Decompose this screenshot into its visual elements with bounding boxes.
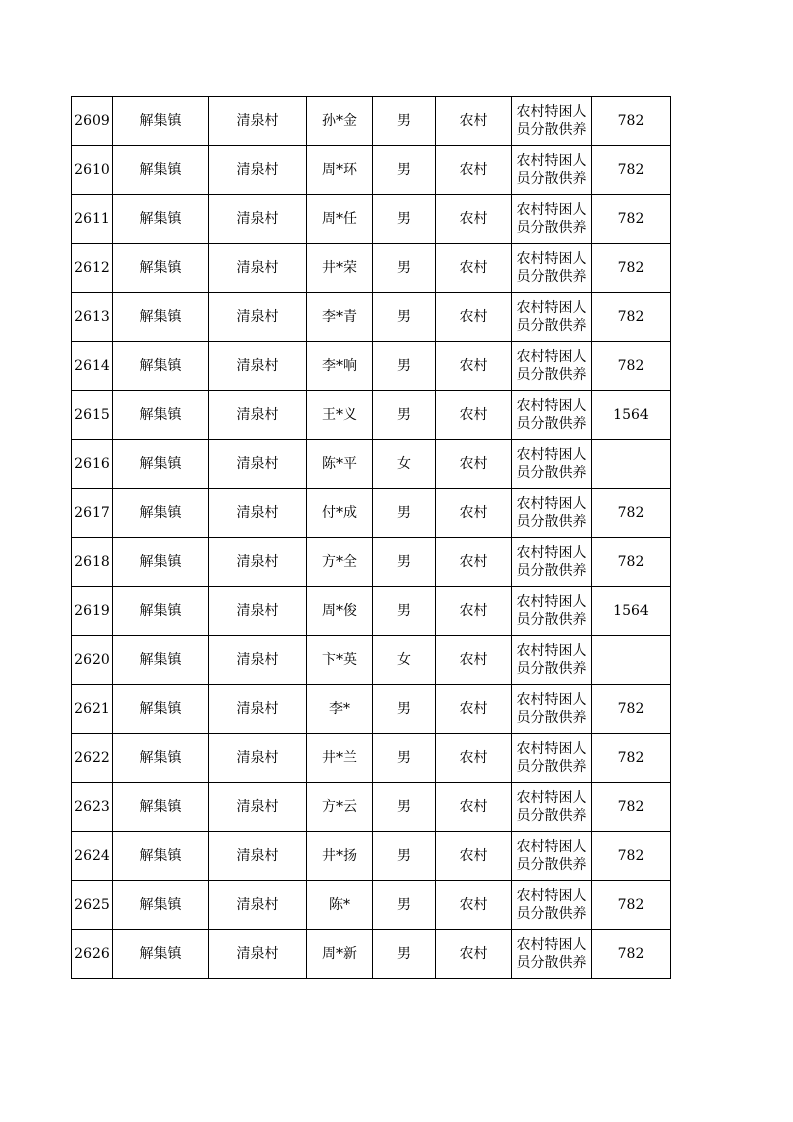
amount-cell <box>592 440 671 489</box>
village-cell: 清泉村 <box>209 881 307 930</box>
row-number-cell: 2614 <box>72 342 113 391</box>
town-cell: 解集镇 <box>113 391 209 440</box>
category-cell: 农村特困人员分散供养 <box>512 881 592 930</box>
category-cell: 农村特困人员分散供养 <box>512 685 592 734</box>
table-row <box>72 636 671 685</box>
row-number-cell: 2617 <box>72 489 113 538</box>
town-cell: 解集镇 <box>113 244 209 293</box>
amount-cell: 782 <box>592 97 671 146</box>
table-row <box>72 489 671 538</box>
area-cell: 农村 <box>436 636 512 685</box>
town-cell: 解集镇 <box>113 881 209 930</box>
amount-cell: 782 <box>592 146 671 195</box>
sex-cell: 男 <box>373 195 436 244</box>
category-cell: 农村特困人员分散供养 <box>512 440 592 489</box>
amount-cell: 782 <box>592 293 671 342</box>
row-number-cell: 2625 <box>72 881 113 930</box>
sex-cell: 男 <box>373 538 436 587</box>
name-cell: 付*成 <box>307 489 373 538</box>
sex-cell: 男 <box>373 342 436 391</box>
town-cell: 解集镇 <box>113 832 209 881</box>
row-number-cell: 2624 <box>72 832 113 881</box>
table-row <box>72 440 671 489</box>
village-cell: 清泉村 <box>209 832 307 881</box>
amount-cell: 782 <box>592 734 671 783</box>
row-number-cell: 2611 <box>72 195 113 244</box>
category-cell: 农村特困人员分散供养 <box>512 293 592 342</box>
category-cell: 农村特困人员分散供养 <box>512 930 592 979</box>
village-cell: 清泉村 <box>209 440 307 489</box>
area-cell: 农村 <box>436 293 512 342</box>
sex-cell: 男 <box>373 734 436 783</box>
name-cell: 井*荣 <box>307 244 373 293</box>
village-cell: 清泉村 <box>209 391 307 440</box>
sex-cell: 男 <box>373 244 436 293</box>
table-row <box>72 538 671 587</box>
sex-cell: 男 <box>373 930 436 979</box>
name-cell: 陈*平 <box>307 440 373 489</box>
village-cell: 清泉村 <box>209 342 307 391</box>
village-cell: 清泉村 <box>209 538 307 587</box>
amount-cell: 782 <box>592 832 671 881</box>
row-number-cell: 2612 <box>72 244 113 293</box>
row-number-cell: 2620 <box>72 636 113 685</box>
town-cell: 解集镇 <box>113 538 209 587</box>
area-cell: 农村 <box>436 734 512 783</box>
row-number-cell: 2622 <box>72 734 113 783</box>
category-cell: 农村特困人员分散供养 <box>512 587 592 636</box>
table-row <box>72 587 671 636</box>
table-row <box>72 832 671 881</box>
table-row <box>72 881 671 930</box>
row-number-cell: 2621 <box>72 685 113 734</box>
category-cell: 农村特困人员分散供养 <box>512 832 592 881</box>
name-cell: 孙*金 <box>307 97 373 146</box>
table-body <box>72 97 671 979</box>
village-cell: 清泉村 <box>209 293 307 342</box>
town-cell: 解集镇 <box>113 734 209 783</box>
name-cell: 卞*英 <box>307 636 373 685</box>
village-cell: 清泉村 <box>209 195 307 244</box>
area-cell: 农村 <box>436 685 512 734</box>
amount-cell <box>592 636 671 685</box>
name-cell: 井*兰 <box>307 734 373 783</box>
name-cell: 周*环 <box>307 146 373 195</box>
area-cell: 农村 <box>436 195 512 244</box>
area-cell: 农村 <box>436 783 512 832</box>
row-number-cell: 2615 <box>72 391 113 440</box>
village-cell: 清泉村 <box>209 587 307 636</box>
village-cell: 清泉村 <box>209 783 307 832</box>
village-cell: 清泉村 <box>209 685 307 734</box>
town-cell: 解集镇 <box>113 293 209 342</box>
table-row <box>72 391 671 440</box>
category-cell: 农村特困人员分散供养 <box>512 244 592 293</box>
table-row <box>72 146 671 195</box>
amount-cell: 782 <box>592 342 671 391</box>
amount-cell: 782 <box>592 489 671 538</box>
category-cell: 农村特困人员分散供养 <box>512 391 592 440</box>
table-row <box>72 734 671 783</box>
name-cell: 李*青 <box>307 293 373 342</box>
village-cell: 清泉村 <box>209 97 307 146</box>
category-cell: 农村特困人员分散供养 <box>512 342 592 391</box>
sex-cell: 男 <box>373 489 436 538</box>
area-cell: 农村 <box>436 930 512 979</box>
beneficiary-table <box>71 96 671 979</box>
village-cell: 清泉村 <box>209 636 307 685</box>
town-cell: 解集镇 <box>113 97 209 146</box>
table-row <box>72 195 671 244</box>
area-cell: 农村 <box>436 244 512 293</box>
name-cell: 李* <box>307 685 373 734</box>
name-cell: 周*任 <box>307 195 373 244</box>
sex-cell: 男 <box>373 881 436 930</box>
row-number-cell: 2623 <box>72 783 113 832</box>
town-cell: 解集镇 <box>113 489 209 538</box>
village-cell: 清泉村 <box>209 930 307 979</box>
town-cell: 解集镇 <box>113 783 209 832</box>
category-cell: 农村特困人员分散供养 <box>512 489 592 538</box>
sex-cell: 女 <box>373 440 436 489</box>
area-cell: 农村 <box>436 440 512 489</box>
area-cell: 农村 <box>436 342 512 391</box>
area-cell: 农村 <box>436 587 512 636</box>
area-cell: 农村 <box>436 832 512 881</box>
village-cell: 清泉村 <box>209 734 307 783</box>
amount-cell: 782 <box>592 783 671 832</box>
town-cell: 解集镇 <box>113 685 209 734</box>
sex-cell: 男 <box>373 783 436 832</box>
sex-cell: 男 <box>373 832 436 881</box>
village-cell: 清泉村 <box>209 489 307 538</box>
amount-cell: 782 <box>592 930 671 979</box>
row-number-cell: 2626 <box>72 930 113 979</box>
category-cell: 农村特困人员分散供养 <box>512 783 592 832</box>
sex-cell: 男 <box>373 391 436 440</box>
table-row <box>72 97 671 146</box>
amount-cell: 782 <box>592 685 671 734</box>
name-cell: 周*俊 <box>307 587 373 636</box>
row-number-cell: 2613 <box>72 293 113 342</box>
table-row <box>72 685 671 734</box>
sex-cell: 男 <box>373 293 436 342</box>
row-number-cell: 2609 <box>72 97 113 146</box>
category-cell: 农村特困人员分散供养 <box>512 734 592 783</box>
village-cell: 清泉村 <box>209 146 307 195</box>
category-cell: 农村特困人员分散供养 <box>512 97 592 146</box>
table-row <box>72 783 671 832</box>
town-cell: 解集镇 <box>113 195 209 244</box>
village-cell: 清泉村 <box>209 244 307 293</box>
table-row <box>72 342 671 391</box>
row-number-cell: 2618 <box>72 538 113 587</box>
category-cell: 农村特困人员分散供养 <box>512 636 592 685</box>
category-cell: 农村特困人员分散供养 <box>512 146 592 195</box>
sex-cell: 男 <box>373 146 436 195</box>
town-cell: 解集镇 <box>113 587 209 636</box>
amount-cell: 782 <box>592 195 671 244</box>
name-cell: 方*全 <box>307 538 373 587</box>
row-number-cell: 2616 <box>72 440 113 489</box>
sex-cell: 男 <box>373 587 436 636</box>
town-cell: 解集镇 <box>113 930 209 979</box>
area-cell: 农村 <box>436 146 512 195</box>
sex-cell: 男 <box>373 685 436 734</box>
amount-cell: 782 <box>592 244 671 293</box>
amount-cell: 782 <box>592 538 671 587</box>
name-cell: 周*新 <box>307 930 373 979</box>
area-cell: 农村 <box>436 391 512 440</box>
sex-cell: 女 <box>373 636 436 685</box>
sex-cell: 男 <box>373 97 436 146</box>
area-cell: 农村 <box>436 97 512 146</box>
name-cell: 李*响 <box>307 342 373 391</box>
town-cell: 解集镇 <box>113 636 209 685</box>
name-cell: 方*云 <box>307 783 373 832</box>
category-cell: 农村特困人员分散供养 <box>512 195 592 244</box>
category-cell: 农村特困人员分散供养 <box>512 538 592 587</box>
name-cell: 陈* <box>307 881 373 930</box>
amount-cell: 1564 <box>592 391 671 440</box>
name-cell: 井*扬 <box>307 832 373 881</box>
amount-cell: 782 <box>592 881 671 930</box>
amount-cell: 1564 <box>592 587 671 636</box>
table-row <box>72 244 671 293</box>
table-row <box>72 930 671 979</box>
row-number-cell: 2610 <box>72 146 113 195</box>
town-cell: 解集镇 <box>113 342 209 391</box>
area-cell: 农村 <box>436 538 512 587</box>
area-cell: 农村 <box>436 489 512 538</box>
table-row <box>72 293 671 342</box>
town-cell: 解集镇 <box>113 146 209 195</box>
area-cell: 农村 <box>436 881 512 930</box>
town-cell: 解集镇 <box>113 440 209 489</box>
name-cell: 王*义 <box>307 391 373 440</box>
row-number-cell: 2619 <box>72 587 113 636</box>
